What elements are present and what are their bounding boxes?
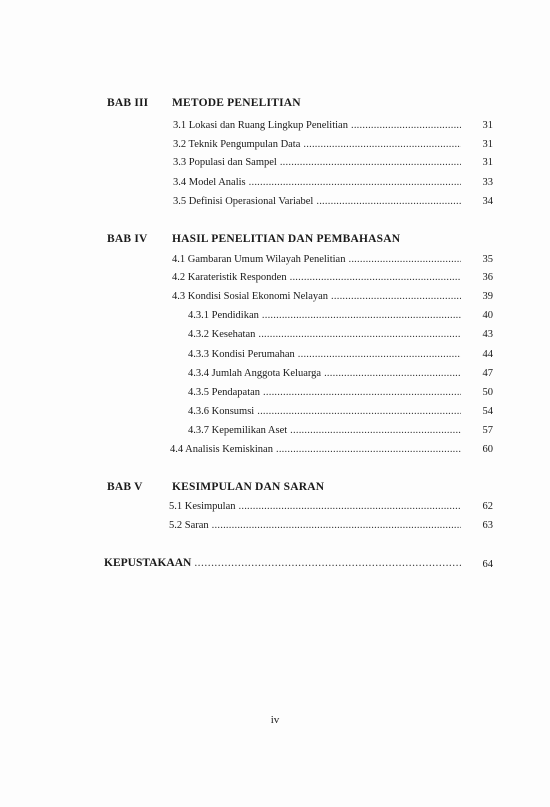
dot-leader: [324, 368, 461, 379]
toc-entry-label: 3.4 Model Analis: [173, 177, 246, 188]
toc-entry[interactable]: [172, 272, 464, 283]
toc-entry[interactable]: [188, 387, 464, 398]
toc-entry-label: 4.3.7 Kepemilikan Aset: [188, 425, 288, 436]
dot-leader: [257, 406, 461, 417]
toc-page-number: 33: [482, 177, 493, 188]
dot-leader: [348, 254, 461, 265]
toc-page-number: 40: [482, 310, 493, 321]
dot-leader: [316, 196, 461, 207]
toc-entry[interactable]: [173, 139, 464, 150]
toc-entry-label: 4.2 Karateristik Responden: [172, 272, 287, 283]
toc-page-number: 35: [482, 254, 493, 265]
toc-page-number: 47: [482, 368, 493, 379]
toc-entry[interactable]: [188, 349, 464, 360]
toc-page-number: 63: [482, 520, 493, 531]
toc-entry-kepustakaan[interactable]: [104, 557, 464, 569]
chapter-label-bab3: BAB III: [107, 97, 149, 109]
toc-entry-label: 4.1 Gambaran Umum Wilayah Penelitian: [172, 254, 346, 265]
dot-leader: [249, 177, 461, 188]
dot-leader: [239, 501, 462, 512]
toc-entry-label: 3.3 Populasi dan Sampel: [173, 157, 277, 168]
toc-page-number: 44: [482, 349, 493, 360]
toc-entry[interactable]: [170, 444, 464, 455]
toc-page-number: 34: [482, 196, 493, 207]
toc-page-number: 60: [482, 444, 493, 455]
dot-leader: [298, 349, 461, 360]
dot-leader: [262, 310, 461, 321]
toc-entry-label: 4.3.6 Konsumsi: [188, 406, 255, 417]
toc-entry-label: 3.5 Definisi Operasional Variabel: [173, 196, 314, 207]
toc-page-number: 57: [482, 425, 493, 436]
dot-leader: [194, 557, 461, 569]
toc-page-number: 31: [482, 120, 493, 131]
dot-leader: [263, 387, 461, 398]
dot-leader: [290, 272, 461, 283]
toc-entry-label: 5.2 Saran: [169, 520, 209, 531]
toc-entry-label: 4.3 Kondisi Sosial Ekonomi Nelayan: [172, 291, 329, 302]
dot-leader: [290, 425, 461, 436]
toc-page-number: 31: [482, 157, 493, 168]
dot-leader: [212, 520, 461, 531]
page-footer-number: iv: [270, 714, 280, 726]
toc-page-number: 36: [482, 272, 493, 283]
chapter-title-bab5: KESIMPULAN DAN SARAN: [172, 481, 325, 493]
chapter-label-bab5: BAB V: [107, 481, 143, 493]
toc-entry-label: KEPUSTAKAAN: [104, 557, 192, 569]
toc-page-number: 64: [482, 559, 493, 570]
toc-entry-label: 3.1 Lokasi dan Ruang Lingkup Penelitian: [173, 120, 348, 131]
toc-page-number: 31: [482, 139, 493, 150]
chapter-title-bab4: HASIL PENELITIAN DAN PEMBAHASAN: [172, 233, 401, 245]
dot-leader: [331, 291, 461, 302]
toc-entry[interactable]: [173, 120, 464, 131]
dot-leader: [280, 157, 461, 168]
chapter-label-bab4: BAB IV: [107, 233, 148, 245]
toc-entry-label: 4.3.5 Pendapatan: [188, 387, 261, 398]
toc-entry-label: 4.4 Analisis Kemiskinan: [170, 444, 273, 455]
toc-entry[interactable]: [169, 520, 464, 531]
toc-entry[interactable]: [188, 329, 464, 340]
toc-entry-label: 5.1 Kesimpulan: [169, 501, 236, 512]
toc-entry[interactable]: [173, 196, 464, 207]
chapter-title-bab3: METODE PENELITIAN: [172, 97, 301, 109]
dot-leader: [258, 329, 461, 340]
toc-entry[interactable]: [188, 425, 464, 436]
toc-page-number: 39: [482, 291, 493, 302]
toc-entry[interactable]: [188, 310, 464, 321]
toc-entry-label: 4.3.3 Kondisi Perumahan: [188, 349, 295, 360]
toc-entry-label: 4.3.2 Kesehatan: [188, 329, 256, 340]
toc-entry[interactable]: [188, 368, 464, 379]
toc-entry[interactable]: [169, 501, 464, 512]
toc-entry[interactable]: [172, 291, 464, 302]
toc-entry[interactable]: [172, 254, 464, 265]
toc-entry-label: 3.2 Teknik Pengumpulan Data: [173, 139, 301, 150]
toc-page-number: 50: [482, 387, 493, 398]
toc-entry-label: 4.3.1 Pendidikan: [188, 310, 259, 321]
dot-leader: [276, 444, 461, 455]
toc-entry[interactable]: [173, 177, 464, 188]
toc-entry[interactable]: [173, 157, 464, 168]
dot-leader: [351, 120, 461, 131]
toc-entry-label: 4.3.4 Jumlah Anggota Keluarga: [188, 368, 322, 379]
toc-entry[interactable]: [188, 406, 464, 417]
toc-page-number: 62: [482, 501, 493, 512]
toc-page-number: 43: [482, 329, 493, 340]
dot-leader: [303, 139, 461, 150]
toc-page-number: 54: [482, 406, 493, 417]
